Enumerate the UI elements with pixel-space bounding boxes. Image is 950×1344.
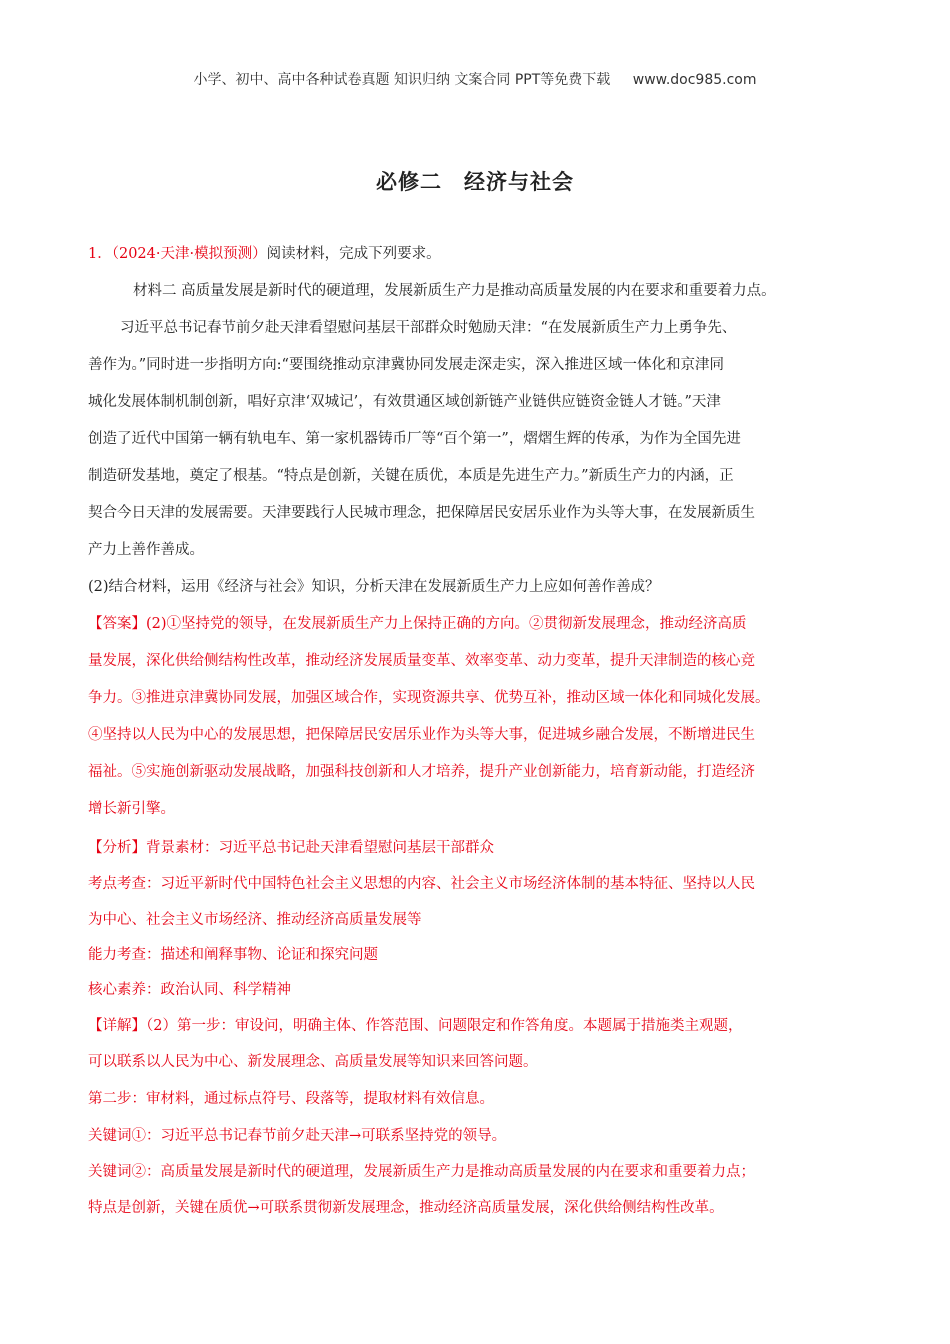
analysis-line: 【分析】背景素材：习近平总书记赴天津看望慰问基层干部群众	[88, 840, 494, 856]
header-text: 小学、初中、高中各种试卷真题 知识归纳 文案合同 PPT等免费下载	[193, 72, 611, 88]
sub-question: (2)结合材料，运用《经济与社会》知识，分析天津在发展新质生产力上应如何善作善成？	[88, 579, 660, 595]
analysis-line: 能力考查：描述和阐释事物、论证和探究问题	[88, 947, 378, 963]
header-site: www.doc985.com	[632, 72, 757, 88]
analysis-line: 核心素养：政治认同、科学精神	[88, 982, 291, 998]
page-header	[0, 69, 950, 89]
answer-line: 增长新引擎。	[88, 801, 175, 817]
analysis-line: 考点考查：习近平新时代中国特色社会主义思想的内容、社会主义市场经济体制的基本特征、坚持以人民	[88, 876, 755, 892]
question-line	[88, 244, 441, 264]
detail-line: 可以联系以人民为中心、新发展理念、高质量发展等知识来回答问题。	[88, 1054, 538, 1070]
material-line: 城化发展体制机制创新，唱好京津‘双城记’，有效贯通区域创新链产业链供应链资金链人才链。”天津	[88, 394, 721, 410]
detail-line: 第二步：审材料，通过标点符号、段落等，提取材料有效信息。	[88, 1091, 494, 1107]
material-line: 善作为。”同时进一步指明方向:“要围绕推动京津冀协同发展走深走实，深入推进区域一体化和京津同	[88, 357, 724, 373]
question-source: （2024·天津·模拟预测）	[111, 246, 267, 262]
answer-line: 量发展，深化供给侧结构性改革，推动经济发展质量变革、效率变革、动力变革，提升天津制造的核心竞	[88, 653, 755, 669]
analysis-line: 为中心、社会主义市场经济、推动经济高质量发展等	[88, 912, 422, 928]
material-line: 材料二 高质量发展是新时代的硬道理，发展新质生产力是推动高质量发展的内在要求和重要着力点。	[133, 283, 776, 299]
detail-line: 关键词①：习近平总书记春节前夕赴天津→可联系坚持党的领导。	[88, 1128, 507, 1144]
material-line: 制造研发基地，奠定了根基。“特点是创新，关键在质优，本质是先进生产力。”新质生产力的内涵，正	[88, 468, 734, 484]
material-line: 创造了近代中国第一辆有轨电车、第一家机器铸币厂等“百个第一”，熠熠生辉的传承，为作为全国先进	[88, 431, 741, 447]
answer-line: ④坚持以人民为中心的发展思想，把保障居民安居乐业作为头等大事，促进城乡融合发展，不断增进民生	[88, 727, 755, 743]
answer-line: 争力。③推进京津冀协同发展，加强区域合作，实现资源共享、优势互补，推动区域一体化和同城化发展。	[88, 690, 770, 706]
answer-line: 福祉。⑤实施创新驱动发展战略，加强科技创新和人才培养，提升产业创新能力，培育新动能，打造经济	[88, 764, 755, 780]
answer-line: 【答案】(2)①坚持党的领导，在发展新质生产力上保持正确的方向。②贯彻新发展理念，推动经济高质	[88, 616, 747, 632]
material-line: 产力上善作善成。	[88, 542, 204, 558]
detail-line: 特点是创新，关键在质优→可联系贯彻新发展理念，推动经济高质量发展，深化供给侧结构性改革。	[88, 1200, 724, 1216]
detail-line: 【详解】（2）第一步：审设问，明确主体、作答范围、问题限定和作答角度。本题属于措施类主观题，	[88, 1018, 743, 1034]
material-line: 习近平总书记春节前夕赴天津看望慰问基层干部群众时勉励天津：“在发展新质生产力上勇争先、	[120, 320, 737, 336]
question-prompt: 阅读材料，完成下列要求。	[266, 246, 441, 262]
page-title: 必修二 经济与社会	[376, 170, 574, 194]
material-line: 契合今日天津的发展需要。天津要践行人民城市理念，把保障居民安居乐业作为头等大事，在发展新质生	[88, 505, 755, 521]
detail-line: 关键词②：高质量发展是新时代的硬道理，发展新质生产力是推动高质量发展的内在要求和重要着力点；	[88, 1164, 755, 1180]
question-number: 1．	[88, 246, 112, 262]
